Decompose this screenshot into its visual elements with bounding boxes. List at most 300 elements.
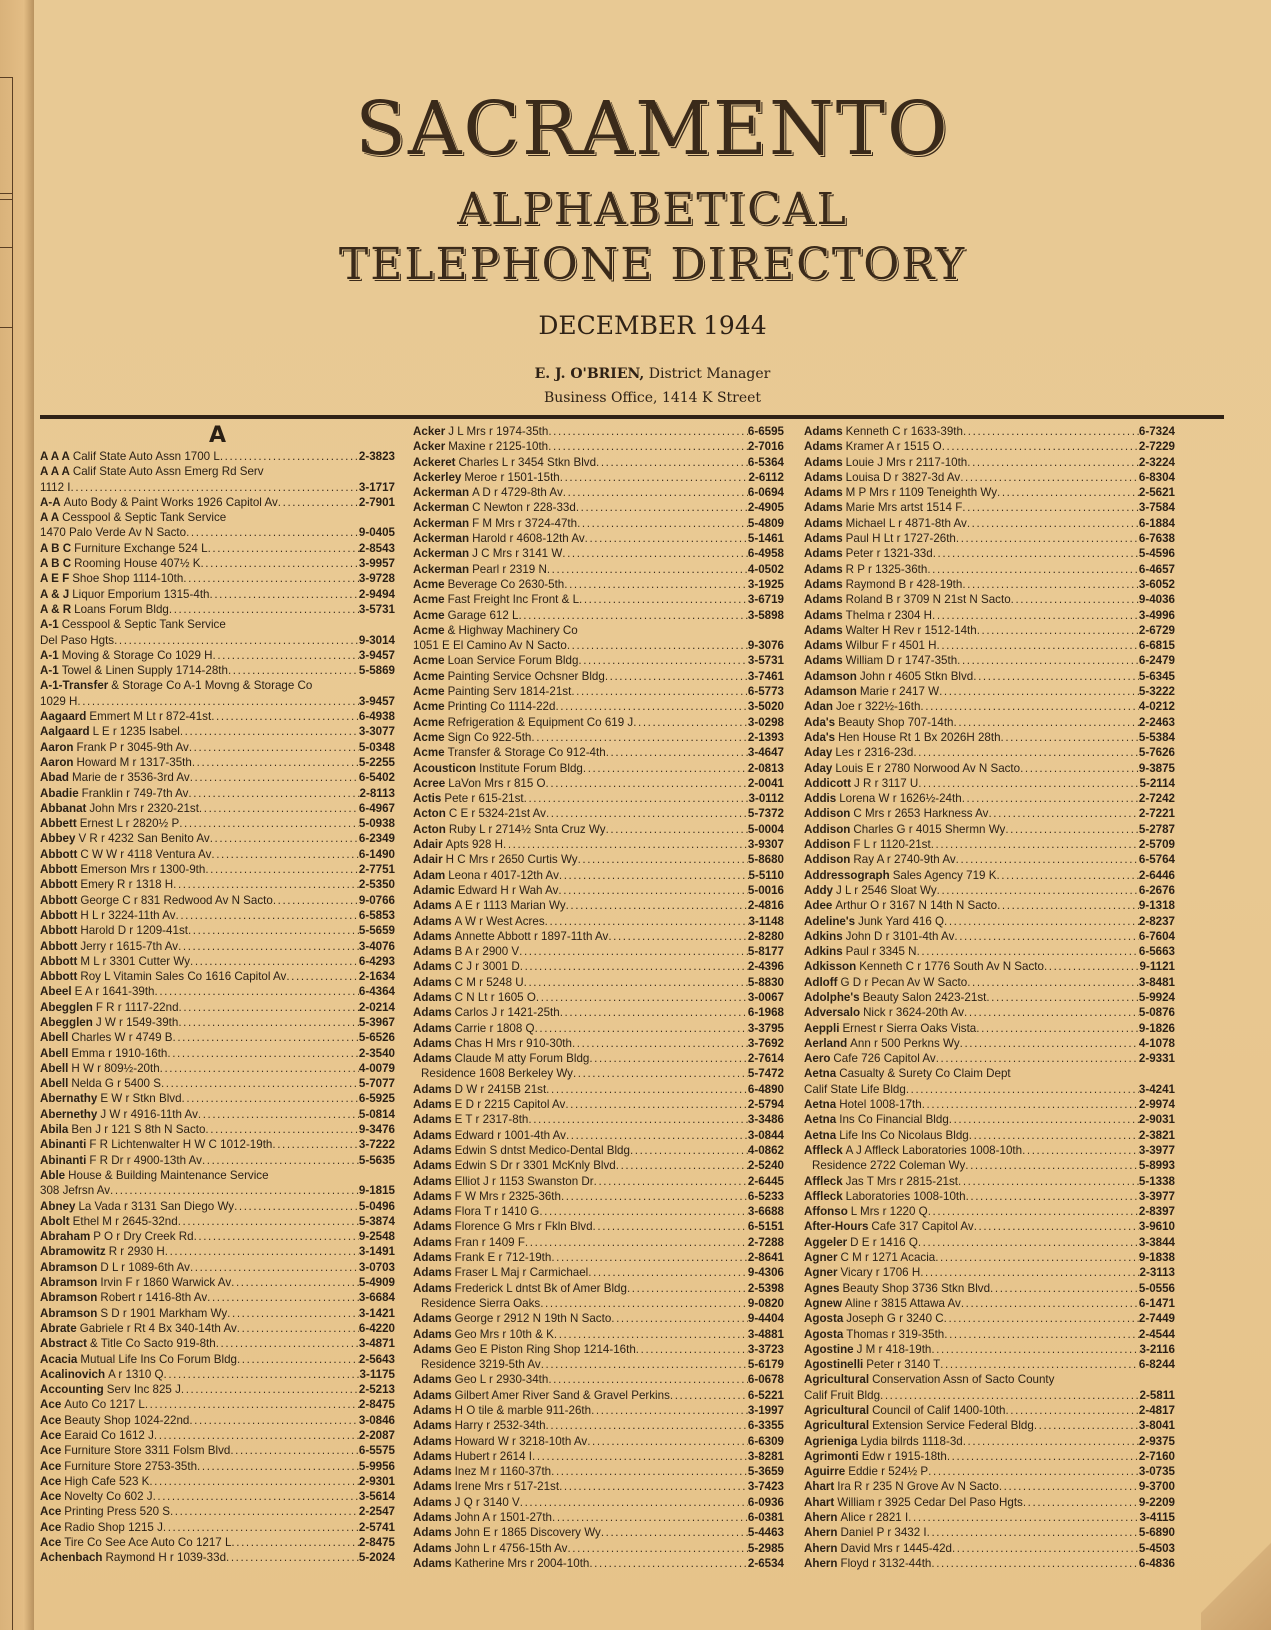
listing-phone-number: 6-0694 (747, 486, 784, 500)
listing-phone-number: 3-0735 (1138, 1465, 1175, 1479)
listing-phone-number: 5-8993 (1138, 1159, 1175, 1173)
listing-name: Abrate (40, 1321, 77, 1335)
listing-entry (804, 929, 1175, 944)
listing-entry (413, 1311, 784, 1326)
listing-entry (804, 837, 1175, 852)
listing-name: After-Hours (804, 1220, 869, 1234)
listing-address: C Mrs r 2653 Harkness Av (853, 807, 989, 821)
listing-name: Aday (804, 761, 833, 775)
listing-name: Ace (40, 1490, 62, 1504)
dot-leader (1023, 1495, 1139, 1510)
listing-name: Aaron (40, 740, 74, 754)
listing-phone-number: 2-5240 (747, 1159, 784, 1173)
listing-entry (40, 510, 395, 525)
dot-leader (188, 923, 359, 938)
listing-address: D E r 1416 Q (850, 1235, 918, 1249)
listing-phone-number: 5-6890 (1138, 1526, 1175, 1540)
dot-leader (1005, 1403, 1138, 1418)
dot-leader (962, 791, 1139, 806)
listing-entry (804, 699, 1175, 714)
listing-name: Aerland (804, 1036, 848, 1050)
listing-name: Abell (40, 1046, 69, 1060)
listing-address: Emerson Mrs r 1300-9th (80, 863, 206, 877)
dot-leader (559, 868, 749, 883)
dot-leader (961, 1296, 1139, 1311)
listing-entry (413, 975, 784, 990)
listing-entry (804, 1311, 1175, 1326)
listing-entry (804, 975, 1175, 990)
dot-leader (1034, 1418, 1139, 1433)
listing-address: Cesspool & Septic Tank Service (61, 618, 226, 632)
listing-address: & Highway Machinery Co (447, 623, 578, 637)
listing-address: Gabriele r Rt 4 Bx 340-14th Av (79, 1321, 237, 1335)
dot-leader (567, 1541, 747, 1556)
listing-name: Adams (413, 1159, 452, 1173)
listing-name: Agnes (804, 1281, 840, 1295)
listing-address: Aline r 3815 Attawa Av (845, 1296, 961, 1310)
dot-leader (967, 455, 1139, 470)
listing-phone-number: 3-3795 (747, 1021, 784, 1035)
listing-address: Marie de r 3536-3rd Av (71, 771, 190, 785)
listing-entry (413, 761, 784, 776)
listing-phone-number: 2-0214 (358, 1000, 395, 1014)
listing-entry (413, 944, 784, 959)
dot-leader (545, 914, 749, 929)
listing-address: Edwin S Dr r 3301 McKnly Blvd (454, 1159, 616, 1173)
listing-name: Agner (804, 1266, 838, 1280)
dot-leader (944, 1327, 1139, 1342)
listing-entry (804, 1372, 1175, 1387)
listing-entry (804, 715, 1175, 730)
listing-phone-number: 9-2548 (358, 1230, 395, 1244)
dot-leader (173, 877, 359, 892)
listing-name: Adams (804, 608, 843, 622)
dot-leader (220, 449, 359, 464)
listing-name: Adams (413, 945, 452, 959)
listing-name: Ahart (804, 1480, 835, 1494)
listing-phone-number: 6-2479 (1138, 654, 1175, 668)
listing-entry (40, 648, 395, 663)
listing-phone-number: 5-8830 (747, 975, 784, 989)
listing-entry (804, 1525, 1175, 1540)
dot-leader (636, 1342, 748, 1357)
listing-entry (413, 806, 784, 821)
listing-phone-number: 6-6815 (1138, 639, 1175, 653)
dot-leader (145, 1397, 359, 1412)
listing-entry (40, 1428, 395, 1443)
listing-name: Adams (413, 1220, 452, 1234)
listing-phone-number: 3-4241 (1138, 1082, 1175, 1096)
listing-name: Adams (804, 470, 843, 484)
listing-name: Acme (413, 715, 445, 729)
listing-name: Adams (413, 1143, 452, 1157)
dot-leader (165, 1244, 359, 1259)
listing-entry (413, 1342, 784, 1357)
listing-phone-number: 6-4958 (747, 547, 784, 561)
listing-entry (40, 1260, 395, 1275)
edition-date: DECEMBER 1944 (538, 311, 767, 340)
listing-phone-number: 2-5709 (1138, 838, 1175, 852)
dot-leader (576, 500, 748, 515)
listing-entry (413, 1525, 784, 1540)
listing-phone-number: 3-3077 (358, 725, 395, 739)
listing-name: Ackerman (413, 562, 470, 576)
listing-address: LaVon Mrs r 815 O (448, 776, 546, 790)
listing-address: Edward r 1001-4th Av (454, 1128, 566, 1142)
dot-leader (963, 424, 1139, 439)
dot-leader (211, 847, 359, 862)
listing-entry (413, 1449, 784, 1464)
listing-name: Abramson (40, 1306, 98, 1320)
listing-phone-number: 6-5764 (1138, 853, 1175, 867)
dot-leader (520, 959, 748, 974)
listing-entry (40, 908, 395, 923)
dot-leader (546, 1082, 748, 1097)
listing-continuation-line (40, 1183, 395, 1198)
listing-name: Acalinovich (40, 1367, 106, 1381)
dot-leader (551, 1464, 748, 1479)
listing-name: Ace (40, 1459, 62, 1473)
listing-entry (413, 546, 784, 561)
listing-entry (804, 1051, 1175, 1066)
dot-leader (170, 1504, 359, 1519)
listing-entry (413, 424, 784, 439)
listing-phone-number: 3-9728 (358, 572, 395, 586)
listing-phone-number: 9-2209 (1138, 1495, 1175, 1509)
listing-phone-number: 6-5221 (747, 1388, 784, 1402)
listing-entry (804, 638, 1175, 653)
listing-phone-number: 6-5773 (747, 685, 784, 699)
listing-address: E D r 2215 Capitol Av (454, 1098, 566, 1112)
listing-phone-number: 2-7160 (1138, 1449, 1175, 1463)
dot-leader (566, 1128, 748, 1143)
dot-leader (578, 852, 748, 867)
dot-leader (540, 1296, 748, 1311)
listing-phone-number: 4-1078 (1138, 1036, 1175, 1050)
listing-address: Beverage Co 2630-5th (447, 577, 565, 591)
listing-entry (413, 715, 784, 730)
dot-leader (931, 837, 1139, 852)
listing-entry (413, 1510, 784, 1525)
listing-phone-number: 5-0876 (1138, 1006, 1175, 1020)
listing-phone-number: 2-3113 (1139, 1266, 1175, 1280)
listing-address: Geo L r 2930-34th (454, 1373, 549, 1387)
listing-phone-number: 3-3977 (1138, 1143, 1175, 1157)
listing-address: J L r 2546 Sloat Wy (835, 883, 937, 897)
listing-address: Floyd r 3132-44th (840, 1556, 932, 1570)
listing-entry (804, 868, 1175, 883)
listing-phone-number: 3-7222 (358, 1138, 395, 1152)
listing-entry (40, 1046, 395, 1061)
listing-address: Meroe r 1501-15th (464, 470, 560, 484)
listing-name: Affonso (804, 1205, 848, 1219)
listing-entry (40, 1153, 395, 1168)
listing-phone-number: 3-8041 (1138, 1419, 1175, 1433)
dot-leader (202, 1153, 359, 1168)
listing-name: Adams (413, 914, 452, 928)
subtitle-telephone-directory: TELEPHONE DIRECTORY (338, 239, 967, 290)
dot-leader (947, 1449, 1139, 1464)
listing-address: C J r 3001 D (454, 960, 520, 974)
dot-leader (532, 1449, 748, 1464)
dot-leader (579, 592, 748, 607)
listing-name: Abadie (40, 786, 79, 800)
listing-phone-number: 3-4871 (358, 1337, 395, 1351)
listing-entry (804, 1219, 1175, 1234)
listing-address: C W W r 4118 Ventura Av (80, 847, 212, 861)
listing-address: Florence G Mrs r Fkln Blvd (454, 1220, 593, 1234)
listing-entry (413, 1005, 784, 1020)
listing-name: Adams (413, 1052, 452, 1066)
dot-leader (71, 480, 359, 495)
dot-leader (936, 1051, 1139, 1066)
dot-leader (163, 1520, 359, 1535)
listing-address: & Title Co Sacto 919-8th (90, 1337, 216, 1351)
listing-phone-number: 6-8244 (1138, 1358, 1175, 1372)
listing-name: Abernethy (40, 1107, 98, 1121)
listing-name: Acousticon (413, 761, 477, 775)
listing-name: Ace (40, 1474, 62, 1488)
listing-entry (40, 587, 395, 602)
listing-name: Adams (413, 1541, 452, 1555)
listing-name: Agrimonti (804, 1449, 859, 1463)
listing-entry (804, 1174, 1175, 1189)
listing-phone-number: 5-5635 (358, 1153, 395, 1167)
listing-entry (40, 1550, 395, 1565)
listing-name: Adams (804, 532, 843, 546)
listing-phone-number: 6-8304 (1138, 470, 1175, 484)
dot-leader (200, 556, 358, 571)
listing-entry (804, 1189, 1175, 1204)
listing-address: Calif State Auto Assn 1700 L (72, 450, 220, 463)
listing-entry (804, 745, 1175, 760)
listing-name: Abell (40, 1061, 69, 1075)
listing-name: Agostine (804, 1342, 854, 1356)
listing-phone-number: 3-9957 (358, 557, 395, 571)
listing-name: Ahern (804, 1526, 838, 1540)
listing-entry (413, 1143, 784, 1158)
listing-address: Extension Service Federal Bldg (872, 1419, 1034, 1433)
listing-address: Institute Forum Bldg (479, 761, 583, 775)
listing-phone-number: 6-7638 (1138, 532, 1175, 546)
listing-entry (413, 1128, 784, 1143)
listing-name: Adams (413, 1266, 452, 1280)
listing-entry (413, 1541, 784, 1556)
listing-phone-number: 3-6719 (747, 593, 784, 607)
listing-entry (40, 1321, 395, 1336)
listing-name: Adolphe's (804, 990, 860, 1004)
listing-name: Ace (40, 1505, 62, 1519)
dot-leader (179, 816, 359, 831)
listing-entry (40, 1535, 395, 1550)
listing-address: Ernest L r 2820½ P (79, 817, 180, 831)
listing-phone-number: 6-2676 (1138, 883, 1175, 897)
listing-phone-number: 2-1634 (358, 970, 395, 984)
listing-phone-number: 3-7584 (1138, 501, 1175, 515)
listing-name: Adams (804, 623, 843, 637)
listing-entry (413, 1403, 784, 1418)
dot-leader (198, 1107, 359, 1122)
dot-leader (670, 1388, 748, 1403)
dot-leader (273, 893, 359, 908)
listing-name: Agosta (804, 1312, 844, 1326)
listing-entry (413, 1265, 784, 1280)
dot-leader (525, 1235, 748, 1250)
listing-address: F W Mrs r 2325-36th (454, 1189, 561, 1203)
listing-phone-number: 6-4220 (358, 1321, 395, 1335)
listing-phone-number: 2-4544 (1138, 1327, 1175, 1341)
listing-name: Adams (804, 440, 843, 454)
dot-leader (566, 898, 748, 913)
listing-entry (40, 449, 395, 464)
listing-phone-number: 5-5110 (748, 868, 784, 882)
dot-leader (964, 1005, 1139, 1020)
dot-leader (77, 694, 359, 709)
listing-address: Furniture Exchange 524 L (74, 541, 208, 555)
listing-address: Harold r 4608-12th Av (472, 532, 585, 546)
listing-address: Irene Mrs r 517-21st (454, 1480, 560, 1494)
dot-leader (944, 914, 1139, 929)
listing-address: Tire Co See Ace Auto Co 1217 L (64, 1536, 232, 1550)
listing-phone-number: 3-4115 (1139, 1511, 1175, 1525)
listing-address: R r 2930 H (108, 1245, 165, 1259)
dot-leader (601, 1525, 748, 1540)
dot-leader (630, 1143, 748, 1158)
listing-name: Ada's (804, 730, 836, 744)
dot-leader (564, 577, 748, 592)
listing-phone-number: 3-5731 (358, 602, 395, 616)
listing-entry (413, 1388, 784, 1403)
listing-entry (413, 1556, 784, 1571)
dot-leader (169, 602, 359, 617)
listing-address: Novelty Co 602 J (64, 1490, 153, 1504)
dot-leader (547, 562, 748, 577)
dot-leader (524, 975, 748, 990)
dot-leader (524, 791, 749, 806)
dot-leader (210, 831, 359, 846)
listing-entry (804, 1541, 1175, 1556)
listing-entry (413, 699, 784, 714)
listing-name: Acme (413, 608, 445, 622)
dot-leader (920, 699, 1138, 714)
listing-entry (804, 1097, 1175, 1112)
listing-phone-number: 3-7423 (747, 1480, 784, 1494)
listing-entry (40, 678, 395, 693)
listing-address: H C Mrs r 2650 Curtis Wy (445, 853, 578, 867)
dot-leader (611, 1311, 748, 1326)
dot-leader (155, 984, 359, 999)
dot-leader (616, 1158, 748, 1173)
listing-entry (413, 1036, 784, 1051)
dot-leader (578, 653, 747, 668)
listing-name: Abbott (40, 878, 78, 892)
listing-phone-number: 3-4881 (747, 1327, 784, 1341)
listing-name: Adams (413, 1480, 452, 1494)
listing-address: Ray A r 2740-9th Av (853, 853, 956, 867)
listing-entry (413, 929, 784, 944)
listing-name: Adan (804, 700, 833, 714)
listing-residence-line (413, 1357, 784, 1372)
listing-address: Towel & Linen Supply 1714-28th (61, 664, 228, 678)
dot-leader (937, 638, 1139, 653)
listing-address: Ben J r 121 S 8th N Sacto (71, 1123, 206, 1137)
dot-leader (186, 525, 359, 540)
listing-address: Cafe 726 Capitol Av (833, 1052, 936, 1066)
dot-leader (535, 1021, 748, 1036)
listing-phone-number: 6-6309 (747, 1434, 784, 1448)
page-corner-fold (1201, 1540, 1271, 1630)
listing-entry (804, 730, 1175, 745)
listing-entry (40, 984, 395, 999)
listing-address: Painting Service Ochsner Bldg (447, 669, 605, 683)
listing-address: L E r 1235 Isabel (92, 725, 180, 739)
listing-phone-number: 5-6526 (358, 1031, 395, 1045)
dot-leader (227, 1306, 359, 1321)
listing-entry (804, 1434, 1175, 1449)
listing-continuation-line (40, 525, 395, 540)
listing-entry (413, 1464, 784, 1479)
listing-address: Hubert r 2614 I (454, 1449, 533, 1463)
listing-phone-number: 5-7372 (747, 807, 784, 821)
listing-phone-number: 6-4657 (1138, 562, 1175, 576)
listing-phone-number: 2-8237 (1138, 914, 1175, 928)
listing-name: Addis (804, 792, 837, 806)
listing-name: Acton (413, 807, 446, 821)
dot-leader (237, 1352, 359, 1367)
dot-leader (880, 1388, 1140, 1403)
listing-entry (804, 1265, 1175, 1280)
listing-entry (40, 1275, 395, 1290)
listing-residence-line (804, 1158, 1175, 1173)
listing-entry (40, 1168, 395, 1183)
listing-phone-number: 5-0496 (358, 1199, 395, 1213)
listing-address: Ira R r 235 N Grove Av N Sacto (837, 1480, 999, 1494)
listing-phone-number: 2-3540 (358, 1046, 395, 1060)
dot-leader (977, 623, 1139, 638)
listing-name: Adamson (804, 669, 857, 683)
listing-name: Acton (413, 822, 446, 836)
listing-entry (804, 1066, 1175, 1081)
listing-entry (40, 1290, 395, 1305)
dot-leader (518, 608, 747, 623)
listing-address: Ruby L r 2714½ Snta Cruz Wy (448, 822, 606, 836)
listing-address: Thelma r 2304 H (845, 608, 933, 622)
listing-phone-number: 3-0067 (747, 990, 784, 1004)
listing-entry (804, 592, 1175, 607)
listing-phone-number: 2-7614 (747, 1052, 784, 1066)
listing-address: R P r 1325-36th (845, 562, 928, 576)
listing-entry (804, 439, 1175, 454)
listing-entry (413, 653, 784, 668)
listing-entry (413, 745, 784, 760)
dot-leader (606, 822, 748, 837)
listing-entry (40, 495, 395, 510)
listing-phone-number: 6-5663 (1138, 945, 1175, 959)
dot-leader (153, 1489, 359, 1504)
dot-leader (541, 1357, 748, 1372)
listing-entry (804, 791, 1175, 806)
listing-address: Louis E r 2780 Norwood Av N Sacto (835, 761, 1021, 775)
dot-leader (548, 424, 748, 439)
listing-phone-number: 2-7221 (1138, 807, 1175, 821)
listing-name: Adams (413, 1036, 452, 1050)
dot-leader (207, 1290, 359, 1305)
dot-leader (110, 1183, 359, 1198)
dot-leader (928, 1464, 1139, 1479)
listing-entry (804, 1281, 1175, 1296)
listing-phone-number: 3-0112 (748, 792, 784, 806)
listing-phone-number: 5-3874 (358, 1214, 395, 1228)
